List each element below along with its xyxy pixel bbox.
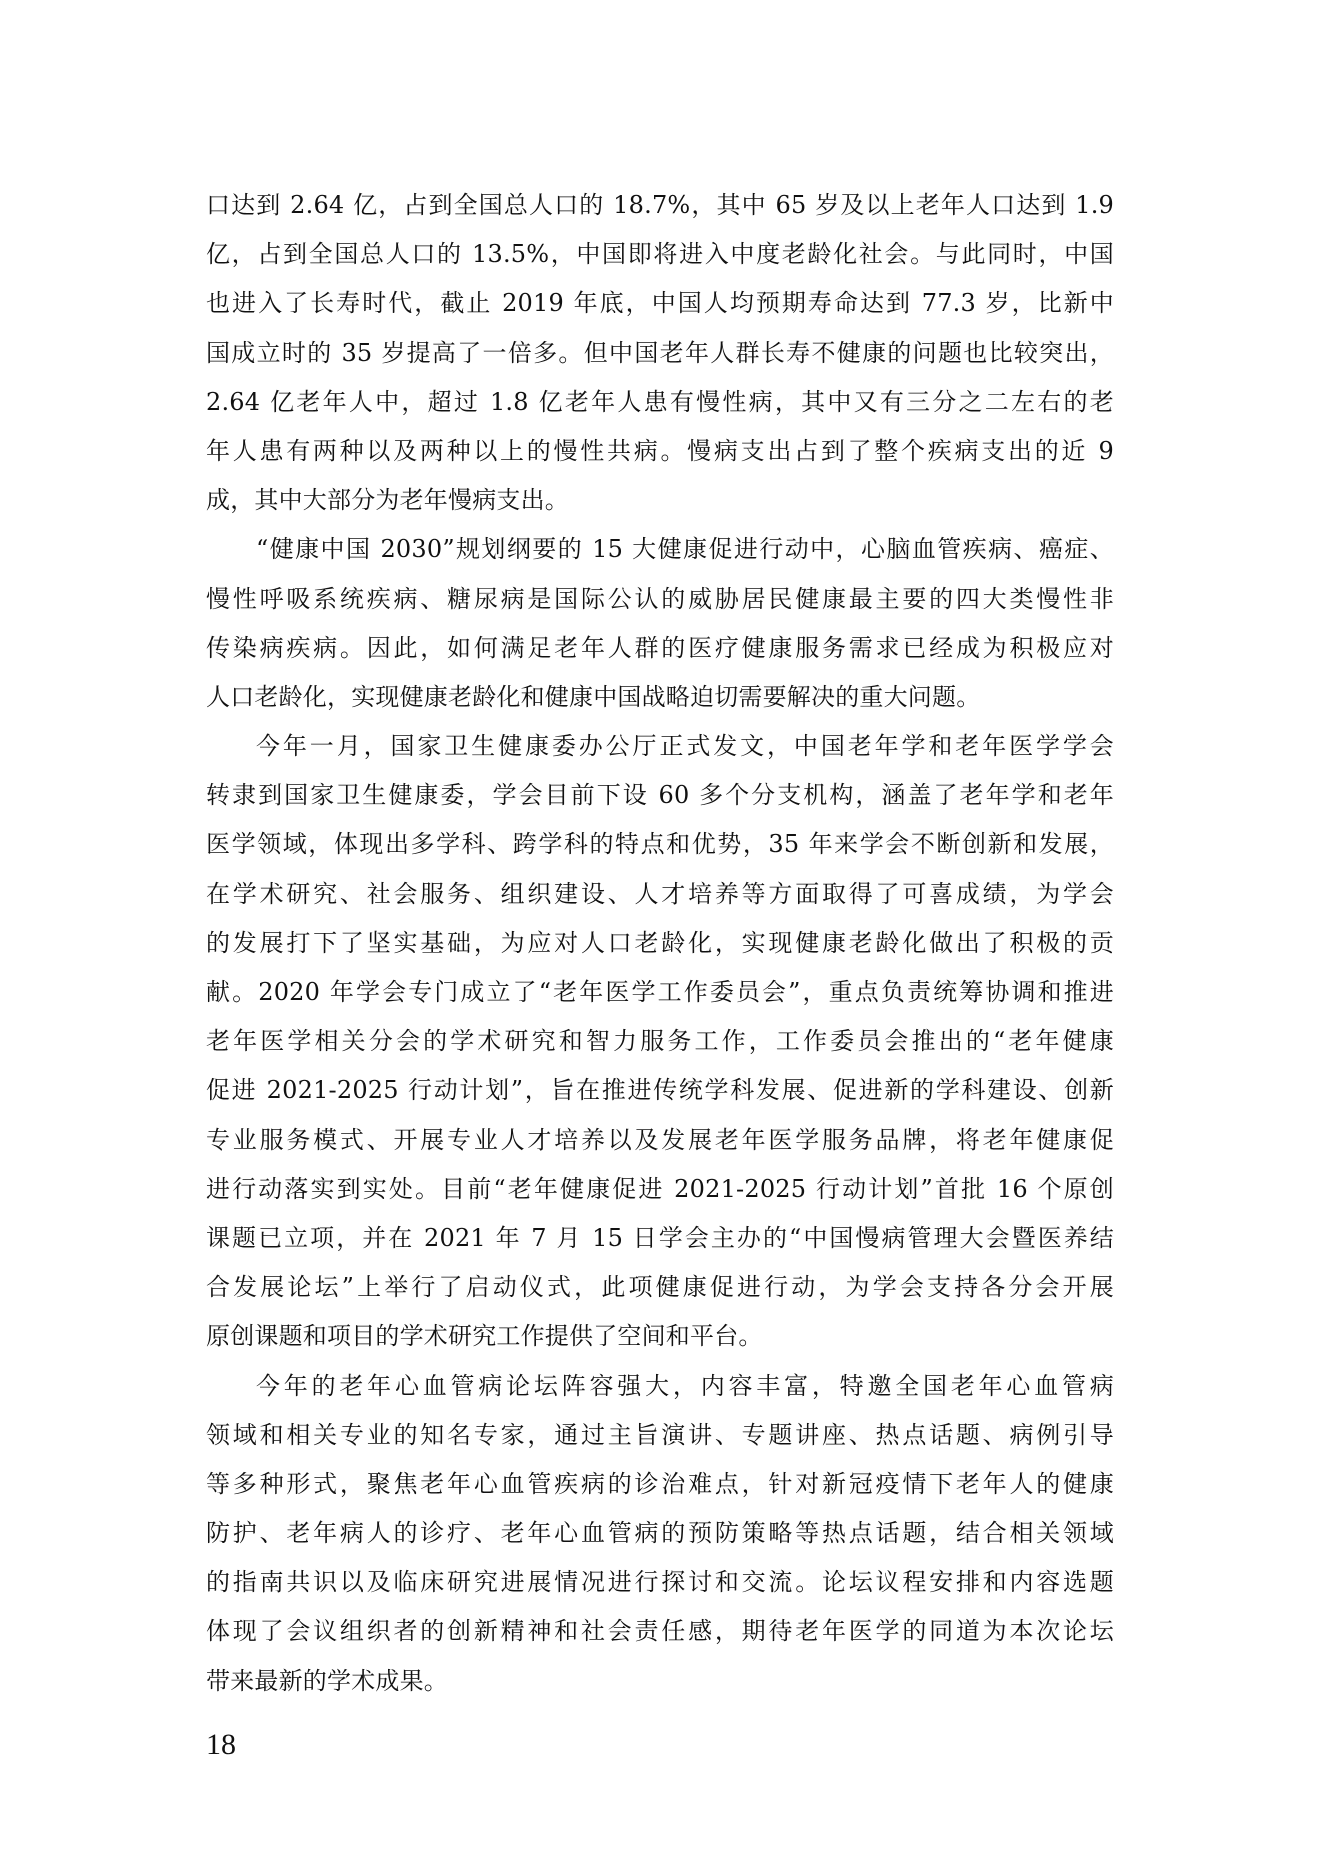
text-line: 成，其中大部分为老年慢病支出。 [206, 486, 569, 515]
text-line: 专业服务模式、开展专业人才培养以及发展老年医学服务品牌，将老年健康促 [206, 1125, 1114, 1154]
text-line: 慢性呼吸系统疾病、糖尿病是国际公认的威胁居民健康最主要的四大类慢性非 [206, 584, 1114, 613]
text-line: 亿，占到全国总人口的 13.5%，中国即将进入中度老龄化社会。与此同时，中国 [206, 240, 1114, 269]
text-line: 传染病疾病。因此，如何满足老年人群的医疗健康服务需求已经成为积极应对 [206, 633, 1114, 662]
text-line: 医学领域，体现出多学科、跨学科的特点和优势，35 年来学会不断创新和发展， [206, 830, 1114, 859]
paragraph-1 [206, 188, 1114, 532]
text-line: 老年医学相关分会的学术研究和智力服务工作，工作委员会推出的“老年健康 [206, 1027, 1114, 1056]
text-line: 口达到 2.64 亿，占到全国总人口的 18.7%，其中 65 岁及以上老年人口达到 1.9 [206, 191, 1114, 219]
text-line: 带来最新的学术成果。 [206, 1666, 448, 1695]
text-line: 防护、老年病人的诊疗、老年心血管病的预防策略等热点话题，结合相关领域 [206, 1519, 1114, 1548]
text-line: 原创课题和项目的学术研究工作提供了空间和平台。 [206, 1322, 763, 1351]
text-line: 也进入了长寿时代，截止 2019 年底，中国人均预期寿命达到 77.3 岁，比新中 [206, 289, 1114, 318]
text-line: 年人患有两种以及两种以上的慢性共病。慢病支出占到了整个疾病支出的近 9 [206, 436, 1114, 465]
text-line: 促进 2021-2025 行动计划”，旨在推进传统学科发展、促进新的学科建设、创新 [206, 1076, 1114, 1105]
paragraph-4 [206, 1369, 1114, 1713]
text-line: 进行动落实到实处。目前“老年健康促进 2021-2025 行动计划”首批 16 个原创 [206, 1174, 1114, 1203]
text-line: 的发展打下了坚实基础，为应对人口老龄化，实现健康老龄化做出了积极的贡 [206, 928, 1114, 957]
paragraph-3 [206, 729, 1114, 1368]
text-line: 在学术研究、社会服务、组织建设、人才培养等方面取得了可喜成绩，为学会 [206, 879, 1114, 908]
body-text [206, 188, 1114, 1713]
text-line: 的指南共识以及临床研究进展情况进行探讨和交流。论坛议程安排和内容选题 [206, 1568, 1114, 1597]
text-line: 体现了会议组织者的创新精神和社会责任感，期待老年医学的同道为本次论坛 [206, 1617, 1114, 1646]
text-line: 人口老龄化，实现健康老龄化和健康中国战略迫切需要解决的重大问题。 [206, 682, 981, 711]
text-line: 合发展论坛”上举行了启动仪式，此项健康促进行动，为学会支持各分会开展 [206, 1273, 1114, 1302]
text-line: 2.64 亿老年人中，超过 1.8 亿老年人患有慢性病，其中又有三分之二左右的老 [206, 387, 1114, 416]
text-line: 今年一月，国家卫生健康委办公厅正式发文，中国老年学和老年医学学会 [256, 732, 1114, 761]
text-line: “健康中国 2030”规划纲要的 15 大健康促进行动中，心脑血管疾病、癌症、 [256, 535, 1114, 564]
text-line: 今年的老年心血管病论坛阵容强大，内容丰富，特邀全国老年心血管病 [256, 1371, 1114, 1400]
text-line: 领域和相关专业的知名专家，通过主旨演讲、专题讲座、热点话题、病例引导 [206, 1420, 1114, 1449]
text-line: 等多种形式，聚焦老年心血管疾病的诊治难点，针对新冠疫情下老年人的健康 [206, 1469, 1114, 1498]
paragraph-2 [206, 532, 1114, 729]
page-number: 18 [206, 1728, 236, 1761]
text-line: 课题已立项，并在 2021 年 7 月 15 日学会主办的“中国慢病管理大会暨医养结 [206, 1223, 1114, 1252]
text-line: 国成立时的 35 岁提高了一倍多。但中国老年人群长寿不健康的问题也比较突出， [206, 338, 1114, 367]
text-line: 献。2020 年学会专门成立了“老年医学工作委员会”，重点负责统筹协调和推进 [206, 978, 1114, 1006]
text-line: 转隶到国家卫生健康委，学会目前下设 60 多个分支机构，涵盖了老年学和老年 [206, 781, 1114, 810]
